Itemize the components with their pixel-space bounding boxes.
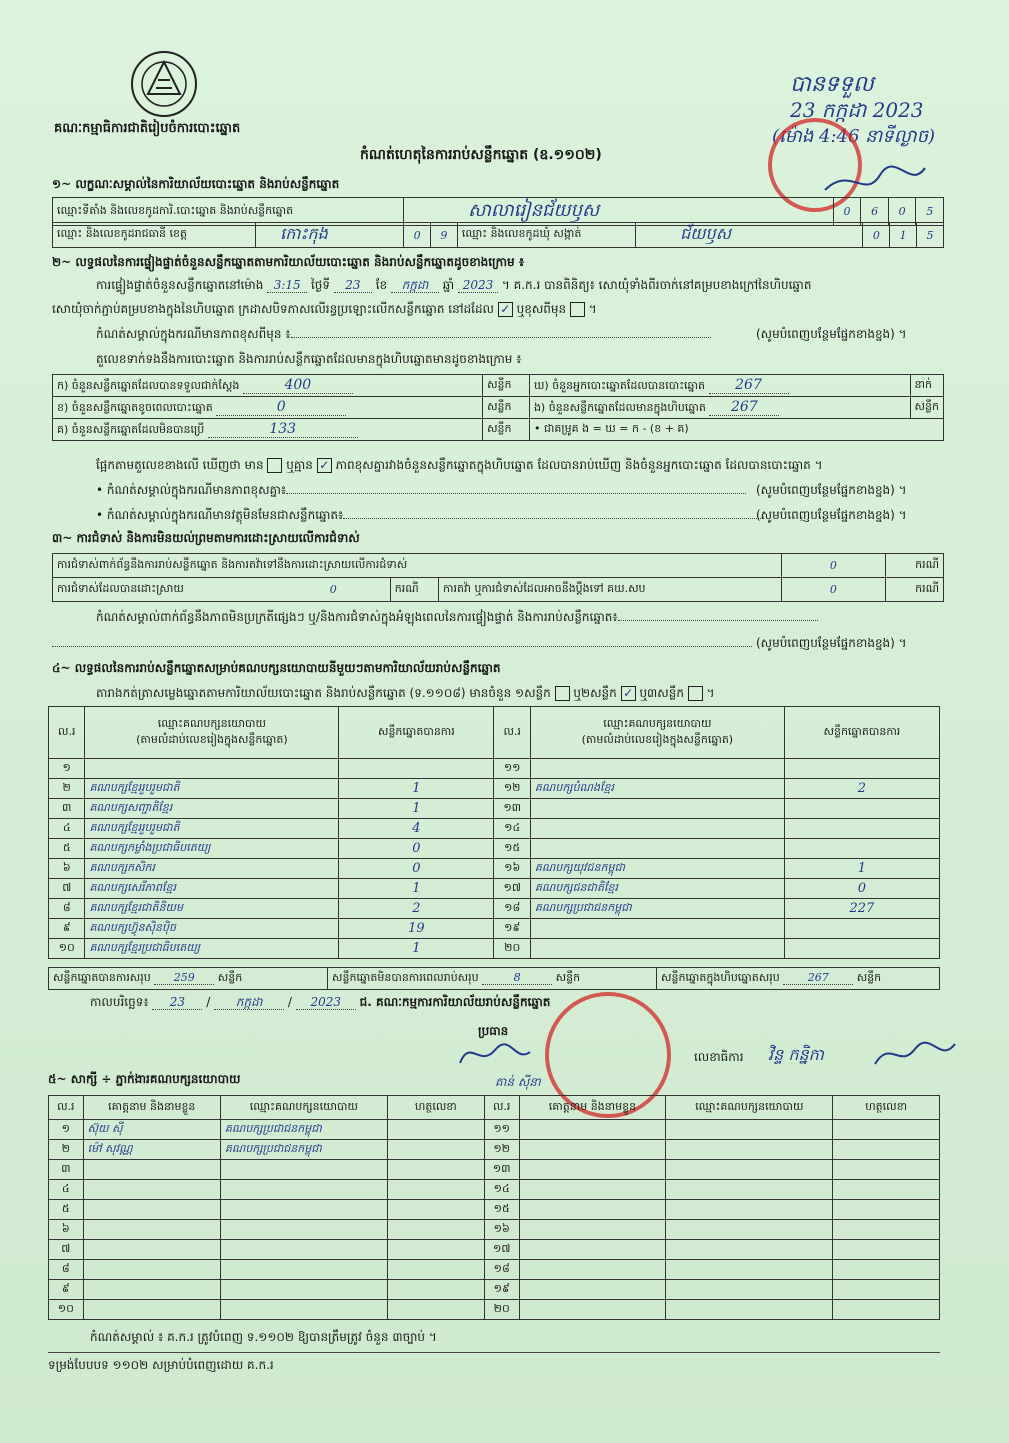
discrepancy-line: ផ្អែកតាមតួលេខខាងលើ ឃើញថា មាន ឬគ្មាន ✓ ភាពខុសគ្នារវាងចំនួនសន្លឹកឆ្នោតក្នុងហិបឆ្នោត ដែលបានរាប់ឃើញ និងចំនួនអ្នកបោះឆ្នោត ដែលបានបោះឆ្នោត ។ — [96, 458, 823, 472]
province-code-digit: 9 — [430, 223, 457, 248]
witness-name: ម៉ៅ សុវណ្ណ — [83, 1140, 220, 1160]
witness-signature — [387, 1220, 484, 1240]
party-name: គណបក្សខ្មែររួបរួមជាតិ — [85, 779, 339, 799]
box-ballots-value: 267 — [709, 399, 779, 416]
witness-row — [49, 1160, 940, 1180]
appeal-value: 0 — [781, 578, 886, 602]
footnote: កំណត់សម្គាល់ ៖ គ.ក.រ ត្រូវបំពេញ ទ.១១០២ ឱ្យបានត្រឹមត្រូវ ចំនួន ៣ច្បាប់ ។ — [90, 1330, 437, 1344]
chair-signature — [455, 1038, 535, 1068]
party-number: ៧ — [49, 879, 85, 899]
appeal-unit: ករណី — [886, 578, 944, 602]
party-number: ១ — [49, 759, 85, 779]
party-name — [85, 759, 339, 779]
witness-signature — [387, 1120, 484, 1140]
figures-row: ក) ចំនួនសន្លឹកឆ្នោតដែលបានទទួលជាក់ស្តែង 400 សន្លឹក ឃ) ចំនួនអ្នកបោះឆ្នោតដែលបានបោះឆ្នោត 267 នាក់ — [53, 375, 944, 397]
witness-name — [83, 1220, 220, 1240]
party-number: ១១ — [494, 759, 530, 779]
witness-name — [83, 1260, 220, 1280]
party-name: គណបក្សប្រជាជនកម្ពុជា — [530, 899, 784, 919]
signing-month: កក្កដា — [214, 995, 284, 1010]
party-number: ១៧ — [494, 879, 530, 899]
form-note: ទម្រង់បែបបទ ១១០២ សម្រាប់បំពេញដោយ គ.ក.រ — [48, 1358, 274, 1372]
witness-number: ៩ — [49, 1280, 84, 1300]
witness-row — [49, 1220, 940, 1240]
party-result-row — [49, 759, 940, 779]
witness-number: ១ — [49, 1120, 84, 1140]
chair-name: គាន់ ស៊ីនា — [495, 1075, 541, 1089]
witness-signature — [387, 1160, 484, 1180]
province-label: ឈ្មោះ និងលេខកូដរាជធានី ខេត្ត — [53, 223, 256, 248]
witness-party — [666, 1240, 833, 1260]
fill-note-1: (សូមបំពេញបន្ថែមផ្នែកខាងខ្នង) ។ — [756, 327, 907, 341]
secretary-label: លេខាធិការ — [694, 1050, 744, 1064]
fill-note-2: (សូមបំពេញបន្ថែមផ្នែកខាងខ្នង) ។ — [756, 483, 907, 497]
party-number: ៦ — [49, 859, 85, 879]
totals-table: សន្លឹកឆ្នោតបានការសរុប 259 សន្លឹក សន្លឹកឆ្នោតមិនបានការពេលរាប់សរុប 8 សន្លឹក សន្លឹកឆ្នោតក្នុងហិបឆ្នោតសរុប 267 សន្លឹក — [48, 967, 940, 990]
witness-signature — [387, 1260, 484, 1280]
fill-note-3: (សូមបំពេញបន្ថែមផ្នែកខាងខ្នង) ។ — [756, 508, 907, 522]
commune-code-digit: 5 — [917, 223, 944, 248]
station-code-digit: 5 — [916, 198, 944, 226]
resolved-label: ការជំទាស់ដែលបានដោះស្រាយ — [53, 578, 277, 602]
station-code-digit: 0 — [833, 198, 861, 226]
witness-signature — [387, 1180, 484, 1200]
party-results-header: ល.រ ឈ្មោះគណបក្សនយោបាយ (តាមលំដាប់លេខរៀងក្នុងសន្លឹកឆ្នោត) សន្លឹកឆ្នោតបានការ ល.រ ឈ្មោះគណបក្សនយោបាយ (តាមលំដាប់លេខរៀងក្នុងសន្លឹកឆ្នោត) សន្លឹកឆ្នោតបានការ — [49, 707, 940, 759]
unused-ballots-value: 133 — [208, 421, 358, 438]
verification-line: ការផ្ទៀងផ្ទាត់ចំនួនសន្លឹកឆ្នោតនៅម៉ោង 3:15 ថ្ងៃទី 23 ខែ កក្កដា ឆ្នាំ 2023 ។ គ.ក.រ បានពិនិត្យ៖ សោយុំទាំងពីរចាក់នៅគម្របខាងក្រៅនៃហិបឆ្នោត — [96, 278, 812, 292]
station-code-digit: 0 — [888, 198, 916, 226]
witness-number: ៣ — [49, 1160, 84, 1180]
two-sheets-checkbox[interactable]: ✓ — [621, 686, 636, 701]
resolved-value: 0 — [277, 578, 391, 602]
province-code-digit: 0 — [404, 223, 431, 248]
party-result-row — [49, 819, 940, 839]
province-name: កោះកុង — [256, 223, 404, 248]
party-number: ១៨ — [494, 899, 530, 919]
witness-party — [666, 1180, 833, 1200]
station-label: ឈ្មោះទីតាំង និងលេខកូដការិ.បោះឆ្នោត និងរាប់សន្លឹកឆ្នោត — [53, 198, 404, 226]
party-name: គណបក្សខ្មែរជាតិនិយម — [85, 899, 339, 919]
commune-code-digit: 0 — [863, 223, 890, 248]
footer-divider — [48, 1352, 940, 1353]
witness-party — [666, 1220, 833, 1240]
party-votes: 19 — [339, 919, 494, 939]
party-number: ១៦ — [494, 859, 530, 879]
witness-name — [519, 1140, 666, 1160]
ballot-figures-table — [52, 374, 944, 441]
witness-name — [83, 1180, 220, 1200]
witness-number: ៤ — [49, 1180, 84, 1200]
witness-party — [220, 1240, 387, 1260]
party-number: ១២ — [494, 779, 530, 799]
witness-number: ១១ — [484, 1120, 519, 1140]
form-title: កំណត់ហេតុនៃការរាប់សន្លឹកឆ្នោត (ឧ.១១០២) — [360, 147, 602, 163]
witness-name: ស៊ុយ ស៊ី — [83, 1120, 220, 1140]
witness-party — [220, 1260, 387, 1280]
witness-name — [519, 1120, 666, 1140]
witness-party — [666, 1260, 833, 1280]
witness-name — [519, 1220, 666, 1240]
party-votes — [784, 799, 939, 819]
witness-party — [666, 1160, 833, 1180]
commune-label: ឈ្មោះ និងលេខកូដឃុំ សង្កាត់ — [457, 223, 635, 248]
party-number: ៨ — [49, 899, 85, 919]
figures-row: គ) ចំនួនសន្លឹកឆ្នោតដែលមិនបានប្រើ 133 សន្លឹក • ជាគម្រូគ ង = ឃ = ក - (ខ + គ) — [53, 419, 944, 441]
party-number: ៥ — [49, 839, 85, 859]
witness-number: ១៥ — [484, 1200, 519, 1220]
party-number: ១៣ — [494, 799, 530, 819]
witness-signature — [833, 1120, 940, 1140]
party-number: ១៩ — [494, 919, 530, 939]
spoiled-ballots-value: 0 — [216, 399, 346, 416]
witness-number: ៧ — [49, 1240, 84, 1260]
one-sheet-checkbox[interactable] — [555, 686, 570, 701]
has-difference-checkbox[interactable] — [267, 458, 282, 473]
party-number: ២ — [49, 779, 85, 799]
witness-signature — [387, 1280, 484, 1300]
party-name: គណបក្សហ៊្វុនស៊ិនប៉ិច — [85, 919, 339, 939]
witness-number: ៨ — [49, 1260, 84, 1280]
party-votes — [784, 819, 939, 839]
witness-signature — [833, 1220, 940, 1240]
received-label: បានទទួល — [790, 72, 874, 97]
witness-number: ៦ — [49, 1220, 84, 1240]
party-name: គណបក្សសេរីភាពខ្មែរ — [85, 879, 339, 899]
witness-signature — [833, 1140, 940, 1160]
section3-heading: ៣~ ការជំទាស់ និងការមិនយល់ព្រមតាមការដោះស្រាយលើការជំទាស់ — [52, 531, 360, 545]
party-number: ៩ — [49, 919, 85, 939]
witness-party: គណបក្សប្រជាជនកម្ពុជា — [220, 1120, 387, 1140]
foreign-object-note: • កំណត់សម្គាល់ក្នុងករណីមានវត្ថុមិនមែនជាសន្លឹកឆ្នោត៖ — [96, 508, 763, 522]
section4-heading: ៤~ លទ្ធផលនៃការរាប់សន្លឹកឆ្នោតសម្រាប់គណបក្សនយោបាយនីមួយៗតាមការិយាល័យរាប់សន្លឹកឆ្នោត — [52, 661, 501, 675]
witness-name — [519, 1240, 666, 1260]
received-ballots-value: 400 — [243, 377, 353, 394]
witness-party — [666, 1140, 833, 1160]
party-result-row — [49, 779, 940, 799]
received-date: 23 កក្កដា 2023 — [790, 98, 924, 122]
witness-number: ១៣ — [484, 1160, 519, 1180]
witness-number: ១៦ — [484, 1220, 519, 1240]
party-votes — [784, 939, 939, 959]
signing-day: 23 — [152, 995, 202, 1010]
difference-note: • កំណត់សម្គាល់ក្នុងករណីមានភាពខុសគ្នា៖ — [96, 483, 746, 497]
witness-signature — [387, 1140, 484, 1160]
complaints-table — [52, 553, 944, 602]
party-name — [530, 819, 784, 839]
party-result-row — [49, 899, 940, 919]
witness-party — [666, 1200, 833, 1220]
complaints-unit: ករណី — [886, 554, 944, 578]
party-name: គណបក្សសញ្ជាតិខ្មែរ — [85, 799, 339, 819]
province-table — [52, 222, 944, 248]
secretary-signature — [870, 1034, 960, 1074]
party-number: ១៤ — [494, 819, 530, 839]
total-box-value: 267 — [783, 971, 853, 985]
different-checkbox[interactable] — [570, 302, 585, 317]
tally-sheets-line: តារាងកត់ត្រាសម្លេងឆ្នោតតាមការិយាល័យបោះឆ្នោត និងរាប់សន្លឹកឆ្នោត (ទ.១១០៨) មានចំនួន ១សន្លឹក ឬ២សន្លឹក ✓ ឬ៣សន្លឹក ។ — [96, 686, 715, 700]
witness-signature — [387, 1200, 484, 1220]
witness-signature — [833, 1240, 940, 1260]
witness-name — [83, 1300, 220, 1320]
party-votes — [784, 839, 939, 859]
party-name — [530, 919, 784, 939]
witness-name — [519, 1180, 666, 1200]
party-votes: 0 — [339, 859, 494, 879]
witness-row — [49, 1280, 940, 1300]
party-votes: 1 — [339, 779, 494, 799]
witness-party — [220, 1300, 387, 1320]
secretary-name: វិន្ទ កន្និកា — [768, 1045, 824, 1064]
witness-table — [48, 1095, 940, 1320]
witness-signature — [833, 1160, 940, 1180]
witness-number: ១៧ — [484, 1240, 519, 1260]
section2-heading: ២~ លទ្ធផលនៃការផ្ទៀងផ្ទាត់ចំនួនសន្លឹកឆ្នោតតាមការិយាល័យបោះឆ្នោត និងរាប់សន្លឹកឆ្នោតដូចខាងក្រោម ៖ — [52, 255, 525, 269]
signature-received — [820, 160, 930, 200]
party-name: គណបក្សកម្លាំងប្រជាធិបតេយ្យ — [85, 839, 339, 859]
station-name: សាលារៀនជ័យឫស — [404, 198, 834, 226]
witness-party — [220, 1200, 387, 1220]
party-votes — [784, 759, 939, 779]
three-sheets-checkbox[interactable] — [688, 686, 703, 701]
party-votes: 2 — [339, 899, 494, 919]
witness-name — [519, 1160, 666, 1180]
party-result-row — [49, 879, 940, 899]
witness-party — [666, 1120, 833, 1140]
witness-signature — [833, 1280, 940, 1300]
section1-heading: ១~ លក្ខណៈសម្គាល់នៃការិយាល័យបោះឆ្នោត និងរាប់សន្លឹកឆ្នោត — [52, 177, 340, 191]
party-name: គណបក្សយុវជនកម្ពុជា — [530, 859, 784, 879]
difference-note-line: កំណត់សម្គាល់ក្នុងករណីមានភាពខុសពីមុន ៖ — [96, 327, 711, 341]
verify-time: 3:15 — [267, 278, 307, 293]
received-time: (ម៉ោង 4:46 នាទីល្ងាច) — [772, 126, 936, 147]
witness-row — [49, 1140, 940, 1160]
party-name — [530, 839, 784, 859]
party-votes: 1 — [339, 879, 494, 899]
total-invalid-value: 8 — [482, 971, 552, 985]
witness-party — [220, 1180, 387, 1200]
witness-number: ២០ — [484, 1300, 519, 1320]
party-votes — [784, 919, 939, 939]
witness-row — [49, 1240, 940, 1260]
party-result-row — [49, 839, 940, 859]
witness-party: គណបក្សប្រជាជនកម្ពុជា — [220, 1140, 387, 1160]
witness-row — [49, 1180, 940, 1200]
party-result-row — [49, 939, 940, 959]
witness-number: ១០ — [49, 1300, 84, 1320]
verify-day: 23 — [334, 278, 372, 293]
verify-month: កក្កដា — [391, 278, 439, 293]
party-name: គណបក្សខ្មែររួបរួមជាតិ — [85, 819, 339, 839]
complaints-label: ការជំទាស់ពាក់ព័ន្ធនឹងការរាប់សន្លឹកឆ្នោត និងការតវ៉ាទៅនឹងការដោះស្រាយលើការជំទាស់ — [53, 554, 782, 578]
party-results-table — [48, 706, 940, 959]
party-number: ៤ — [49, 819, 85, 839]
witness-row — [49, 1200, 940, 1220]
witness-party — [666, 1300, 833, 1320]
party-votes — [339, 759, 494, 779]
party-name: គណបក្សជនជាតិខ្មែរ — [530, 879, 784, 899]
party-votes: 0 — [784, 879, 939, 899]
witness-number: ១៨ — [484, 1260, 519, 1280]
witness-row — [49, 1120, 940, 1140]
party-name: គណបក្សខ្មែរប្រជាធិបតេយ្យ — [85, 939, 339, 959]
party-number: ៣ — [49, 799, 85, 819]
party-name — [530, 799, 784, 819]
witness-name — [83, 1240, 220, 1260]
witness-signature — [833, 1180, 940, 1200]
commune-code-digit: 1 — [890, 223, 917, 248]
party-votes: 1 — [784, 859, 939, 879]
witness-signature — [387, 1240, 484, 1260]
witness-signature — [387, 1300, 484, 1320]
witness-name — [519, 1300, 666, 1320]
station-code-digit: 6 — [861, 198, 889, 226]
witness-party — [666, 1280, 833, 1300]
witness-number: ១២ — [484, 1140, 519, 1160]
witness-name — [83, 1200, 220, 1220]
appeal-label: ការតវ៉ា ឬការជំទាស់ដែលអាចនឹងប្តឹងទៅ គឃ.សប — [439, 578, 782, 602]
figures-row: ខ) ចំនួនសន្លឹកឆ្នោតខូចពេលបោះឆ្នោត 0 សន្លឹក ង) ចំនួនសន្លឹកឆ្នោតដែលមានក្នុងហិបឆ្នោត 267 សន្លឹក — [53, 397, 944, 419]
signing-date-line: កាលបរិច្ឆេទ៖ 23 / កក្កដា / 2023 ជ. គណៈកម្មការការិយាល័យរាប់សន្លឹកឆ្នោត — [90, 995, 551, 1009]
party-votes: 2 — [784, 779, 939, 799]
witness-row — [49, 1300, 940, 1320]
witness-number: ១៤ — [484, 1180, 519, 1200]
witness-name — [83, 1160, 220, 1180]
total-valid-value: 259 — [154, 971, 214, 985]
witness-signature — [833, 1300, 940, 1320]
nec-emblem-logo — [128, 48, 200, 120]
section5-heading: ៥~ សាក្សី ÷ ភ្នាក់ងារគណបក្សនយោបាយ — [48, 1072, 241, 1086]
figures-intro: តួលេខទាក់ទងនឹងការបោះឆ្នោត និងការរាប់សន្លឹកឆ្នោតដែលមានក្នុងហិបឆ្នោតមានដូចខាងក្រោម ៖ — [96, 352, 522, 366]
witness-name — [519, 1280, 666, 1300]
witness-party — [220, 1220, 387, 1240]
voters-value: 267 — [709, 377, 789, 394]
same-checkbox[interactable]: ✓ — [498, 302, 513, 317]
witness-name — [83, 1280, 220, 1300]
party-votes: 1 — [339, 939, 494, 959]
party-votes: 227 — [784, 899, 939, 919]
org-name: គណៈកម្មាធិការជាតិរៀបចំការបោះឆ្នោត — [54, 121, 241, 136]
chair-label: ប្រធាន — [478, 1024, 509, 1038]
resolved-unit: ករណី — [390, 578, 438, 602]
party-result-row — [49, 859, 940, 879]
party-votes: 4 — [339, 819, 494, 839]
irregularity-dots — [52, 636, 752, 650]
commune-name: ជ័យឫស — [636, 223, 863, 248]
signing-year: 2023 — [296, 995, 356, 1010]
party-number: ១០ — [49, 939, 85, 959]
witness-name — [519, 1260, 666, 1280]
witness-signature — [833, 1200, 940, 1220]
party-name: គណបក្សកសិករ — [85, 859, 339, 879]
party-votes: 1 — [339, 799, 494, 819]
party-votes: 0 — [339, 839, 494, 859]
verify-year: 2023 — [458, 278, 498, 293]
witness-name — [519, 1200, 666, 1220]
witness-signature — [833, 1260, 940, 1280]
party-result-row — [49, 799, 940, 819]
witness-number: ២ — [49, 1140, 84, 1160]
witness-party — [220, 1280, 387, 1300]
irregularity-note: កំណត់សម្គាល់ពាក់ព័ន្ធនឹងភាពមិនប្រក្រតីផ្សេងៗ ឬ/និងការជំទាស់ក្នុងអំឡុងពេលនៃការផ្ទៀងផ្ទាត់ និងការរាប់សន្លឹកឆ្នោត៖ — [96, 610, 818, 624]
witness-party — [220, 1160, 387, 1180]
party-result-row — [49, 919, 940, 939]
party-name — [530, 759, 784, 779]
seal-check-line: សោយុំចាក់ភ្ជាប់គម្របខាងក្នុងនៃហិបឆ្នោត ក្រដាសបិទភាសលើរន្ធប្រឡោះលើកសន្លឹកឆ្នោត នៅដដែល ✓ ឬខុសពីមុន ។ — [52, 302, 597, 316]
party-number: ១៥ — [494, 839, 530, 859]
party-name — [530, 939, 784, 959]
party-name: គណបក្សបំណងខ្មែរ — [530, 779, 784, 799]
witness-number: ៥ — [49, 1200, 84, 1220]
witness-header: ល.រ គោត្តនាម និងនាមខ្លួន ឈ្មោះគណបក្សនយោបាយ ហត្ថលេខា ល.រ គោត្តនាម និងនាមខ្លួន ឈ្មោះគណបក្សនយោបាយ ហត្ថលេខា — [49, 1096, 940, 1120]
witness-row — [49, 1260, 940, 1280]
witness-number: ១៩ — [484, 1280, 519, 1300]
complaints-value: 0 — [781, 554, 886, 578]
no-difference-checkbox[interactable]: ✓ — [317, 458, 332, 473]
fill-note-4: (សូមបំពេញបន្ថែមផ្នែកខាងខ្នង) ។ — [756, 636, 907, 650]
party-number: ២០ — [494, 939, 530, 959]
